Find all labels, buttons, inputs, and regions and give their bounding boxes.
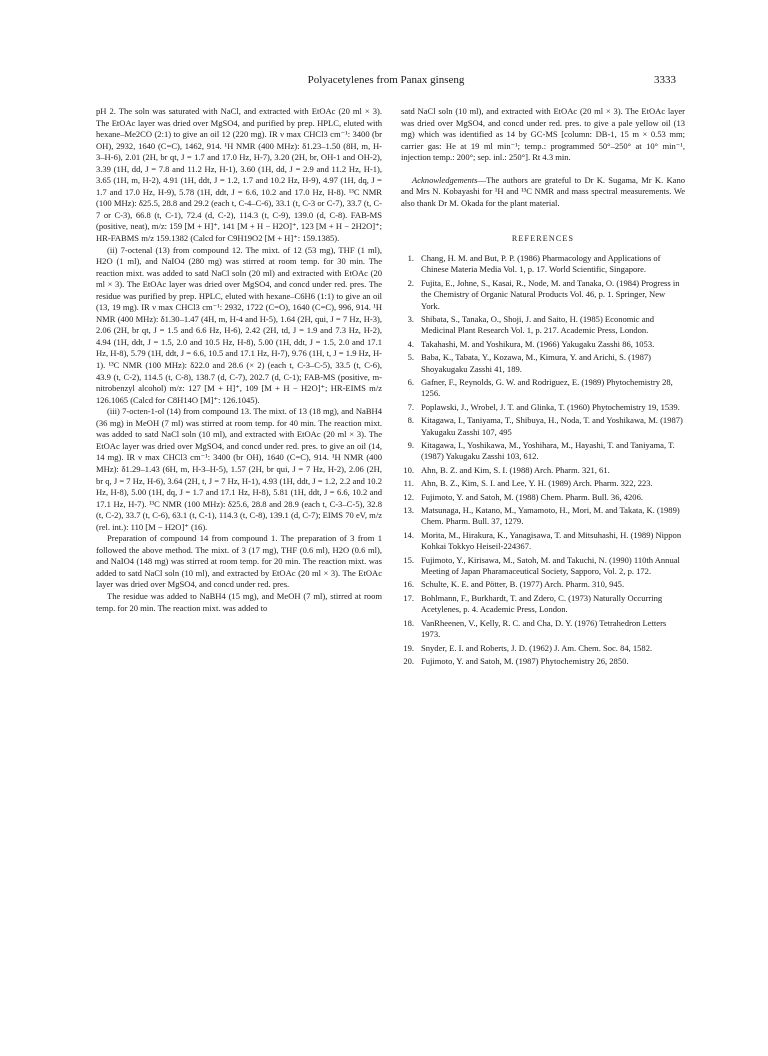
reference-number: 14. xyxy=(403,529,414,540)
reference-text: Takahashi, M. and Yoshikura, M. (1966) Yakugaku Zasshi 86, 1053. xyxy=(421,338,655,349)
reference-item xyxy=(401,505,685,528)
reference-text: Baba, K., Tabata, Y., Kozawa, M., Kimura, Y. and Arichi, S. (1987) Shoyakugaku Zasshi 41, 189. xyxy=(421,352,651,374)
paragraph-octenal: (ii) 7-octenal (13) from compound 12. The mixt. of 12 (53 mg), THF (1 ml), H2O (1 ml), and NaIO4 (280 mg) was stirred at room temp. for 30 min. The reaction mixt. was added to satd NaCl soln (20 ml) and extracted with EtOAc (20 ml × 3). The EtOAc layer was dried over MgSO4, and concd under red. pres. The residue was purified by prep. HPLC, eluted with hexane–C6H6 (1:1) to give an oil (13, 19 mg). IR ν max CHCl3 cm⁻¹: 2932, 1722 (C=O), 1640 (C=C), 996, 914. ¹H NMR (400 MHz): δ1.30–1.47 (4H, m, H-4 and H-5), 1.64 (2H, qui, J = 7 Hz, H-3), 2.06 (2H, br qt, J = 1.5 and 6.6 Hz, H-6), 2.42 (2H, td, J = 1.9 and 7.3 Hz, H-2), 4.94 (1H, ddt, J = 1.5, 2.0 and 10.5 Hz, H-8), 5.00 (1H, ddt, J = 1.5, 2.0 and 17.1 Hz, H-8), 5.79 (1H, ddt, J = 6.6, 10.5 and 17.1 Hz, H-7), 9.76 (1H, t, J = 1.9 Hz, H-1). ¹³C NMR (100 MHz): δ22.0 and 28.6 (× 2) (each t, C-3–C-5), 33.5 (t, C-6), 43.9 (t, C-2), 114.5 (t, C-8), 138.7 (d, C-7), 202.7 (d, C-1); FAB-MS (positive, m-nitrobenzyl alcohol) m/z: 127 [M + H]⁺, 109 [M + H − H2O]⁺; HR-EIMS m/z 126.1065 (Calcd for C8H14O [M]⁺: 126.1045). xyxy=(96,244,382,405)
reference-number: 7. xyxy=(407,401,414,412)
reference-text: Chang, H. M. and But, P. P. (1986) Pharmacology and Applications of Chinese Materia Media Vol. 1, p. 17. World Scientific, Singapore. xyxy=(421,252,661,275)
reference-item xyxy=(401,465,685,476)
reference-item xyxy=(401,492,685,503)
reference-number: 19. xyxy=(403,642,414,653)
paragraph-residue: The residue was added to NaBH4 (15 mg), and MeOH (7 ml), stirred at room temp. for 20 min. The reaction mixt. was added to xyxy=(96,590,382,613)
reference-text: Kitagawa, I., Taniyama, T., Shibuya, H., Noda, T. and Yoshikawa, M. (1987) Yakugaku Zasshi 107, 495 xyxy=(421,415,683,437)
reference-number: 4. xyxy=(407,338,414,349)
reference-list xyxy=(401,253,685,667)
reference-item xyxy=(401,377,685,400)
reference-text: Fujimoto, Y. and Satoh, M. (1988) Chem. Pharm. Bull. 36, 4206. xyxy=(421,491,643,502)
reference-number: 3. xyxy=(407,313,414,324)
paragraph-compound-12: pH 2. The soln was saturated with NaCl, and extracted with EtOAc (20 ml × 3). The EtOAc layer was dried over MgSO4, and purified by prep. HPLC, eluted with hexane–Me2CO (2:1) to give an oil 12 (220 mg). IR ν max CHCl3 cm⁻¹: 3400 (br OH), 2932, 1640 (C=C), 1462, 914. ¹H NMR (400 MHz): δ1.23–1.50 (8H, m, H-3–H-6), 2.01 (2H, br qt, J = 1.7 and 17.0 Hz, H-7), 3.20 (2H, br, OH-1 and OH-2), 3.39 (1H, dd, J = 7.8 and 11.2 Hz, H-1), 3.60 (1H, dd, J = 2.9 and 11.2 Hz, H-1), 3.65 (1H, m, H-2), 4.91 (1H, ddt, J = 1.2, 1.7 and 10.2 Hz, H-9), 4.97 (1H, dq, J = 1.7 and 17.0 Hz, H-9), 5.78 (1H, ddt, J = 6.6, 10.2 and 17.0 Hz, H-8). ¹³C NMR (100 MHz): δ25.5, 28.8 and 29.2 (each t, C-4–C-6), 33.1 (t, C-3 or C-7), 33.7 (t, C-7 or C-3), 66.8 (t, C-1), 72.4 (d, C-2), 114.3 (t, C-9), 139.0 (d, C-8). FAB-MS (positive, neat), m/z: 159 [M + H]⁺, 141 [M + H − H2O]⁺, 123 [M + H − 2H2O]⁺; HR-FABMS m/z 159.1382 (Calcd for C9H19O2 [M + H]⁺: 159.1385). xyxy=(96,106,382,244)
reference-number: 8. xyxy=(407,415,414,426)
paragraph-continuation: satd NaCl soln (10 ml), and extracted with EtOAc (20 ml × 3). The EtOAc layer was dried over MgSO4, and concd under red. pres. to give a pale yellow oil (13 mg) which was identified as 14 by GC-MS [column: DB-1, 15 m × 0.53 mm; carrier gas: He at 19 ml min⁻¹; temp.: programmed 50°–250° at 10° min⁻¹, injection temp.: 200°; sep. inl.: 250°]. Rt 4.3 min. xyxy=(401,106,685,163)
left-column xyxy=(96,106,382,614)
reference-text: Ahn, B. Z., Kim, S. I. and Lee, Y. H. (1989) Arch. Pharm. 322, 223. xyxy=(421,478,653,489)
reference-number: 15. xyxy=(403,554,414,565)
reference-item xyxy=(401,352,685,375)
reference-text: Bohlmann, F., Burkhardt, T. and Zdero, C. (1973) Naturally Occurring Acetylenes, p. 4. Academic Press, London. xyxy=(421,592,663,615)
right-column xyxy=(401,106,685,669)
reference-text: Shibata, S., Tanaka, O., Shoji, J. and Saito, H. (1985) Economic and Medicinal Plant Research Vol. 1, p. 217. Academic Press, London. xyxy=(421,313,655,336)
reference-text: Matsunaga, H., Katano, M., Yamamoto, H., Mori, M. and Takata, K. (1989) Chem. Pharm. Bull. 37, 1279. xyxy=(421,505,680,527)
reference-number: 6. xyxy=(407,376,414,387)
reference-number: 12. xyxy=(403,491,414,502)
reference-text: Kitagawa, I., Yoshikawa, M., Yoshihara, M., Hayashi, T. and Taniyama, T. (1987) Yakugaku Zasshi 103, 612. xyxy=(421,440,675,462)
reference-item xyxy=(401,656,685,667)
reference-number: 13. xyxy=(403,505,414,516)
paragraph-octenol: (iii) 7-octen-1-ol (14) from compound 13. The mixt. of 13 (18 mg), and NaBH4 (36 mg) in MeOH (7 ml) was stirred at room temp. for 40 min. The reaction mixt. was added to satd NaCl soln (10 ml), and extracted with EtOAc (20 ml × 3). The EtOAc layer was dried over MgSO4, and concd under red. pres. to give an oil (14, 14 mg). IR ν max CHCl3 cm⁻¹: 3400 (br OH), 1640 (C=C), 914. ¹H NMR (400 MHz): δ1.29–1.43 (6H, m, H-3–H-5), 1.57 (2H, br qui, J = 7 Hz, H-2), 2.06 (2H, br q, J = 7 Hz, H-6), 3.64 (2H, t, J = 7 Hz, H-1), 4.93 (1H, ddt, J = 1.2, 2.2 and 10.2 Hz, H-8), 5.00 (1H, dq, J = 1.7 and 17.1 Hz, H-8), 5.81 (1H, ddt, J = 6.6, 10.2 and 17.1 Hz, H-7). ¹³C NMR (100 MHz): δ25.6, 28.8 and 28.9 (each t, C-3–C-5), 32.8 (t, C-2), 33.7 (t, C-6), 63.1 (t, C-1), 114.3 (t, C-8), 139.1 (d, C-7); EIMS 70 eV, m/z (rel. int.): 110 [M − H2O]⁺ (16). xyxy=(96,406,382,532)
references-heading: REFERENCES xyxy=(511,234,575,244)
acknowledgements-heading: Acknowledgements xyxy=(412,174,478,185)
page-number: 3333 xyxy=(654,74,676,86)
paragraph-preparation: Preparation of compound 14 from compound 1. The preparation of 3 from 1 followed the above method. The mixt. of 3 (17 mg), THF (0.6 ml), H2O (0.6 ml), and NaIO4 (148 mg) was stirred at room temp. for 20 min. The reaction mixt. was added to satd NaCl soln (10 ml), and extracted by EtOAc (20 ml × 3). The EtOAc layer was dried over MgSO4, and concd under red. pres. xyxy=(96,533,382,590)
reference-item xyxy=(401,555,685,578)
reference-text: Fujimoto, Y. and Satoh, M. (1987) Phytochemistry 26, 2850. xyxy=(421,655,629,666)
reference-number: 1. xyxy=(407,252,414,263)
reference-text: Ahn, B. Z. and Kim, S. I. (1988) Arch. Pharm. 321, 61. xyxy=(421,464,610,475)
reference-item xyxy=(401,415,685,438)
acknowledgements-text: —The authors are grateful to Dr K. Sugama, Mr K. Kano and Mrs N. Kobayashi for ¹H and ¹³C NMR and mass spectral measurements. We also thank Dr M. Okada for the plant material. xyxy=(401,174,685,208)
reference-item xyxy=(401,618,685,641)
reference-number: 20. xyxy=(403,655,414,666)
running-title: Polyacetylenes from Panax ginseng xyxy=(307,74,465,86)
reference-number: 5. xyxy=(407,352,414,363)
reference-number: 2. xyxy=(407,277,414,288)
reference-number: 9. xyxy=(407,440,414,451)
reference-text: Fujimoto, Y., Kirisawa, M., Satoh, M. and Takuchi, N. (1990) 110th Annual Meeting of Japan Pharamaceutical Society, Sapporo, Vol. 2, p. 172. xyxy=(421,554,680,577)
reference-text: VanRheenen, V., Kelly, R. C. and Cha, D. Y. (1976) Tetrahedron Letters 1973. xyxy=(421,617,667,640)
reference-text: Fujita, E., Johne, S., Kasai, R., Node, M. and Tanaka, O. (1984) Progress in the Chemistry of Organic Natural Products Vol. 46, p. 1. Springer, New York. xyxy=(421,277,680,311)
reference-number: 16. xyxy=(403,579,414,590)
reference-text: Morita, M., Hirakura, K., Yanagisawa, T. and Mitsuhashi, H. (1989) Nippon Kohkai Tokkyo Heiseil-224367. xyxy=(421,529,682,552)
reference-item xyxy=(401,402,685,413)
running-header xyxy=(96,74,676,90)
reference-text: Schulte, K. E. and Pötter, B. (1977) Arch. Pharm. 310, 945. xyxy=(421,579,625,590)
reference-text: Poplawski, J., Wrobel, J. T. and Glinka, T. (1960) Phytochemistry 19, 1539. xyxy=(421,401,680,412)
reference-text: Gafner, F., Reynolds, G. W. and Rodriguez, E. (1989) Phytochemistry 28, 1256. xyxy=(421,376,673,399)
reference-number: 17. xyxy=(403,592,414,603)
reference-text: Snyder, E. I. and Roberts, J. D. (1962) J. Am. Chem. Soc. 84, 1582. xyxy=(421,642,653,653)
reference-item xyxy=(401,593,685,616)
reference-item xyxy=(401,278,685,312)
reference-item xyxy=(401,339,685,350)
reference-item xyxy=(401,314,685,337)
reference-item xyxy=(401,579,685,590)
acknowledgements xyxy=(401,175,685,210)
reference-item xyxy=(401,253,685,276)
reference-item xyxy=(401,440,685,463)
reference-item xyxy=(401,478,685,489)
reference-number: 10. xyxy=(403,464,414,475)
reference-item xyxy=(401,643,685,654)
reference-number: 11. xyxy=(403,478,414,489)
reference-item xyxy=(401,530,685,553)
reference-number: 18. xyxy=(403,617,414,628)
